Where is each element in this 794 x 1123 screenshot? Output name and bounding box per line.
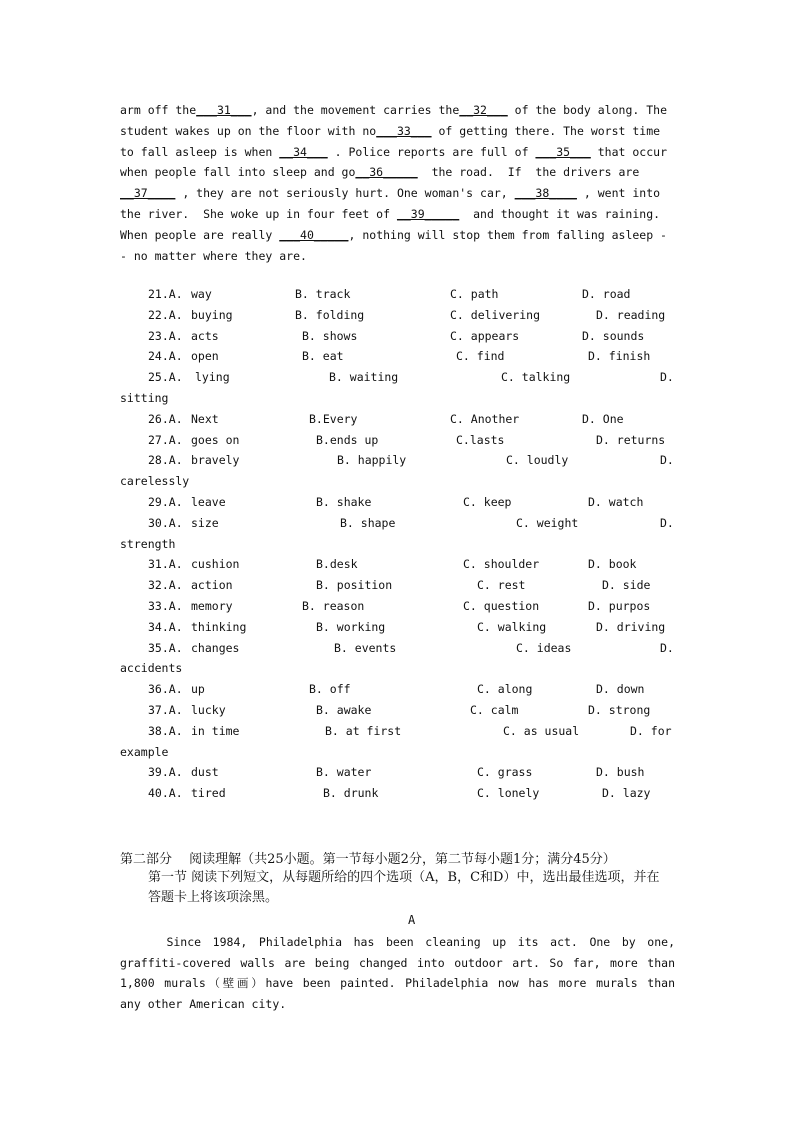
blank-field: ___40_____: [279, 227, 349, 242]
blank-field: ___35___: [535, 144, 591, 159]
option-d-continued: carelessly: [120, 474, 190, 489]
option-d: D.: [660, 453, 674, 468]
option-d: D.: [660, 640, 674, 655]
question-number: 36.A.: [148, 682, 183, 697]
option-d: D. returns: [596, 432, 666, 447]
reading-line: graffiti-covered walls are being changed into outdoor art. So far, more than: [120, 955, 675, 970]
option-b: B. shake: [316, 494, 372, 509]
question-number: 31.A.: [148, 557, 183, 572]
question-number: 24.A.: [148, 349, 183, 364]
option-d: D. for: [630, 723, 672, 738]
option-a: size: [191, 515, 219, 530]
option-a: in time: [191, 723, 240, 738]
option-b: B. awake: [316, 702, 372, 717]
option-c: C. shoulder: [463, 557, 540, 572]
option-a: leave: [191, 494, 226, 509]
blank-field: ___31___: [196, 103, 252, 117]
option-c: C. along: [477, 682, 533, 697]
option-b: B. waiting: [329, 370, 399, 385]
reading-passage: [120, 932, 675, 1014]
question-row: [120, 516, 680, 537]
passage-line: [120, 100, 675, 121]
question-number: 28.A.: [148, 453, 183, 468]
blank-field: __39_____: [396, 206, 460, 221]
option-c: C. ideas: [516, 640, 572, 655]
question-row: [120, 433, 680, 454]
option-a: buying: [191, 307, 233, 322]
question-row: [120, 641, 680, 662]
question-number: 40.A.: [148, 786, 183, 801]
passage-text: , nothing will stop them from falling asleep -: [348, 227, 667, 242]
blank-field: __32___: [459, 103, 508, 117]
option-d-continued: sitting: [120, 390, 169, 405]
blank-field: __37____: [120, 186, 176, 201]
option-c: C. path: [450, 287, 499, 301]
passage-label: A: [408, 913, 416, 927]
passage-text: the river. She woke up in four feet of: [120, 206, 397, 221]
option-c: C. weight: [516, 515, 579, 530]
question-row: [120, 578, 680, 599]
option-d: D. road: [582, 287, 631, 301]
question-number: 30.A.: [148, 515, 183, 530]
passage-text: , went into: [576, 186, 661, 201]
question-row: [120, 308, 680, 329]
option-d: D. lazy: [602, 786, 651, 801]
passage-line: [120, 121, 675, 142]
question-row: [120, 329, 680, 350]
question-number: 27.A.: [148, 432, 183, 447]
option-a: bravely: [191, 453, 240, 468]
question-row: [120, 453, 680, 474]
option-b: B.ends up: [316, 432, 379, 447]
passage-text: that occur: [590, 144, 667, 159]
option-d: D.: [660, 370, 674, 385]
question-row: [120, 495, 680, 516]
question-number: 23.A.: [148, 328, 183, 343]
option-a: goes on: [191, 432, 240, 447]
option-a: changes: [191, 640, 240, 655]
passage-text: to fall asleep is when: [120, 144, 280, 159]
option-b: B. drunk: [323, 786, 379, 801]
passage-line: [120, 142, 675, 163]
question-row: [120, 287, 680, 308]
option-c: C. grass: [477, 765, 533, 780]
question-row: [120, 599, 680, 620]
question-row: [120, 557, 680, 578]
question-number: 25.A.: [148, 370, 183, 385]
option-b: B. off: [309, 682, 351, 697]
option-c: C. loudly: [506, 453, 569, 468]
option-c: C. appears: [450, 328, 520, 343]
option-c: C.lasts: [456, 432, 505, 447]
option-c: C. lonely: [477, 786, 540, 801]
passage-line: [120, 204, 675, 225]
question-row: [120, 412, 680, 433]
passage-text: arm off the: [120, 103, 197, 117]
option-a: Next: [191, 411, 219, 426]
option-d-continued: strength: [120, 536, 176, 551]
option-a: open: [191, 349, 219, 364]
option-a: tired: [191, 786, 226, 801]
question-number: 32.A.: [148, 578, 183, 593]
option-a: lying: [195, 370, 230, 385]
option-c: C. talking: [501, 370, 571, 385]
option-a: way: [191, 287, 212, 301]
option-b: B. shows: [302, 328, 358, 343]
passage-line: [120, 183, 675, 204]
passage-line: [120, 246, 675, 267]
option-c: C. question: [463, 598, 540, 613]
option-d: D. One: [582, 411, 624, 426]
passage-text: student wakes up on the floor with no: [120, 123, 377, 138]
passage-text: the road. If the drivers are: [417, 165, 640, 180]
reading-line: 1,800 murals（壁画）have been painted. Philadelphia now has more murals than: [120, 976, 675, 990]
question-number: 37.A.: [148, 702, 183, 717]
question-row: [120, 724, 680, 745]
option-d: D. driving: [596, 619, 666, 634]
question-row: [120, 765, 680, 786]
option-c: C. rest: [477, 578, 526, 593]
blank-field: ___38____: [514, 186, 577, 201]
option-d: D. sounds: [582, 328, 645, 343]
option-b: B. working: [316, 619, 386, 634]
option-b: B. happily: [337, 453, 407, 468]
passage-text: When people are really: [120, 227, 280, 242]
section-heading: 第二部分 阅读理解（共25小题。第一节每小题2分，第二节每小题1分；满分45分）: [120, 852, 616, 867]
passage-line: [120, 162, 675, 183]
option-c: C. delivering: [450, 307, 541, 322]
option-b: B. position: [316, 578, 393, 593]
option-b: B. folding: [295, 307, 365, 322]
option-b: B.Every: [309, 411, 358, 426]
option-a: dust: [191, 765, 219, 780]
option-d: D. strong: [588, 702, 651, 717]
option-b: B. track: [295, 287, 351, 301]
question-row: [120, 786, 680, 807]
passage-text: , and the movement carries the: [251, 103, 460, 117]
option-a: thinking: [191, 619, 247, 634]
passage-text: of the body along. The: [507, 103, 667, 117]
passage-text: . Police reports are full of: [327, 144, 536, 159]
option-c: C. as usual: [503, 723, 580, 738]
option-a: memory: [191, 598, 233, 613]
cloze-passage: [120, 100, 675, 266]
blank-field: __34___: [279, 144, 328, 159]
question-row: [120, 703, 680, 724]
question-number: 26.A.: [148, 411, 183, 426]
question-number: 39.A.: [148, 765, 183, 780]
option-b: B. water: [316, 765, 372, 780]
option-d: D. finish: [588, 349, 651, 364]
question-number: 29.A.: [148, 494, 183, 509]
option-a: action: [191, 578, 233, 593]
passage-text: , they are not seriously hurt. One woman's car,: [175, 186, 515, 201]
option-d: D. down: [596, 682, 645, 697]
option-d: D. watch: [588, 494, 644, 509]
reading-line: any other American city.: [120, 996, 287, 1011]
question-row: [120, 682, 680, 703]
option-c: C. calm: [470, 702, 519, 717]
passage-text: of getting there. The worst time: [431, 123, 661, 138]
blank-field: ___33___: [376, 123, 432, 138]
option-d-continued: accidents: [120, 661, 183, 676]
option-a: up: [191, 682, 205, 697]
option-a: acts: [191, 328, 219, 343]
option-b: B. shape: [340, 515, 396, 530]
section-instruction: 第一节 阅读下列短文，从每题所给的四个选项（A，B，C和D）中，选出最佳选项，并在答题卡上将该项涂黑。: [148, 870, 660, 905]
option-b: B. reason: [302, 598, 365, 613]
option-a: cushion: [191, 557, 240, 572]
question-number: 21.A.: [148, 287, 183, 301]
option-d: D. reading: [596, 307, 666, 322]
question-row: [120, 370, 680, 391]
blank-field: __36_____: [355, 165, 418, 180]
question-number: 33.A.: [148, 598, 183, 613]
option-b: B. at first: [325, 723, 402, 738]
option-c: C. Another: [450, 411, 520, 426]
option-d: D. book: [588, 557, 637, 572]
option-a: lucky: [191, 702, 226, 717]
option-d: D. purpos: [588, 598, 651, 613]
question-number: 38.A.: [148, 723, 183, 738]
option-b: B. events: [334, 640, 397, 655]
option-c: C. walking: [477, 619, 547, 634]
option-b: B.desk: [316, 557, 358, 572]
option-d: D. bush: [596, 765, 645, 780]
option-b: B. eat: [302, 349, 344, 364]
option-c: C. keep: [463, 494, 512, 509]
passage-text: and thought it was raining.: [459, 206, 661, 221]
question-row: [120, 620, 680, 641]
question-number: 34.A.: [148, 619, 183, 634]
reading-line: Since 1984, Philadelphia has been cleaning up its act. One by one,: [120, 935, 675, 949]
passage-line: [120, 225, 675, 246]
question-number: 35.A.: [148, 640, 183, 655]
option-d-continued: example: [120, 744, 169, 759]
option-c: C. find: [456, 349, 505, 364]
options-list: [120, 287, 680, 807]
passage-text: - no matter where they are.: [120, 248, 307, 263]
passage-text: when people fall into sleep and go: [120, 165, 356, 180]
question-number: 22.A.: [148, 307, 183, 322]
question-row: [120, 349, 680, 370]
option-d: D.: [660, 515, 674, 530]
option-d: D. side: [602, 578, 651, 593]
